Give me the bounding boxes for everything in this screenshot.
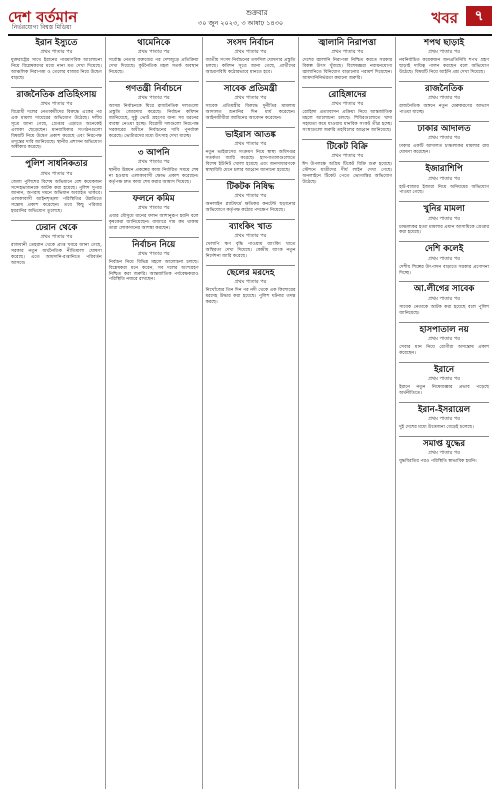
story-divider: [302, 87, 392, 88]
story-byline: প্রথম পাতার পর: [428, 375, 461, 382]
story-divider: [399, 402, 489, 403]
story-body: হাট-বাজার ইজারা নিয়ে অনিয়মের অভিযোগ পাওয়া গেছে।: [399, 184, 489, 196]
story-byline: প্রথম পাতার পর: [234, 95, 267, 102]
story-headline[interactable]: সংসদ নির্বাচন: [227, 38, 274, 48]
story-divider: [206, 179, 296, 180]
story-headline[interactable]: রাজনৈতিক প্রতিহিংসায়: [16, 89, 97, 100]
page-number-badge: ৭: [466, 6, 492, 26]
story-headline[interactable]: রোহিঙ্গাদের: [328, 89, 367, 100]
story-headline[interactable]: হাসপাতাল নয়: [419, 324, 469, 335]
news-story: [302, 91, 392, 134]
story-byline: প্রথম পাতার পর: [234, 49, 267, 56]
story-headline[interactable]: দেশি কলেই: [424, 244, 464, 255]
story-body: এবার মৌসুমে ধানের ফলন আশানুরূপ হয়নি বলে কৃষকেরা জানিয়েছেন। বাজারে দাম কম থাকায় তারা লোকসানের আশঙ্কা করছেন।: [108, 213, 199, 231]
story-byline: প্রথম পাতার পর: [137, 204, 170, 211]
story-divider: [11, 87, 102, 88]
story-byline: প্রথম পাতার পর: [428, 295, 461, 302]
news-story: [302, 143, 392, 186]
story-headline[interactable]: ভাইরাস আতঙ্ক: [225, 129, 276, 140]
news-story: [109, 39, 199, 76]
story-body: নতুন ভাইরাসের সংক্রমণ নিয়ে স্বাস্থ্য অধিদপ্তর সতর্কতা জারি করেছে। হাসপাতালগুলোতে বিশেষ ইউনিট খোলা হয়েছে এবং জনসাধারণকে স্বাস্থ্যবিধি মেনে চলার আহ্বান জানানো হয়েছে।: [205, 150, 296, 173]
news-story: [109, 195, 199, 232]
story-body: নবনির্বাচিত কয়েকজন জনপ্রতিনিধি শপথ গ্রহণ ছাড়াই দায়িত্ব পালন করছেন বলে অভিযোগ উঠেছে। বিষয়টি নিয়ে আইনি প্রশ্ন দেখা দিয়েছে।: [399, 58, 489, 76]
story-divider: [399, 161, 489, 162]
story-headline[interactable]: ইজারাশিপি: [425, 164, 463, 175]
story-divider: [206, 219, 296, 220]
story-byline: প্রথম পাতার পর: [40, 170, 73, 177]
story-divider: [399, 81, 489, 82]
story-body: বিরোধী দলের নেতাকর্মীদের বিরুদ্ধে একের পর এক মামলা দায়েরের অভিযোগ উঠেছে। দলীয় সূত্রে জানা গেছে, গ্রেপ্তার এড়াতে অনেকেই এলাকা ছেড়েছেন। মানবাধিকার সংগঠনগুলো বিষয়টি নিয়ে উদ্বেগ প্রকাশ করেছে এবং নিরপেক্ষ তদন্তের দাবি জানিয়েছে। স্থানীয় প্রশাসন অভিযোগ অস্বীকার করেছে।: [11, 110, 102, 151]
news-story: [399, 39, 489, 76]
story-byline: প্রথম পাতার পর: [40, 49, 73, 56]
story-byline: প্রথম পাতার পর: [428, 175, 461, 182]
story-headline[interactable]: ইরান-ইসরায়েল: [418, 404, 471, 415]
story-headline[interactable]: ঢেরান থেকে: [35, 222, 78, 233]
story-byline: প্রথম পাতার পর: [428, 215, 461, 222]
story-byline: প্রথম পাতার পর: [234, 279, 267, 286]
story-byline: প্রথম পাতার পর: [428, 335, 461, 342]
story-body: সাবেক প্রতিমন্ত্রীর বিরুদ্ধে দুর্নীতির মামলায় আদালত শুনানির দিন ধার্য করেছেন। আইনজীবীরা জামিনের আবেদন করেছেন।: [205, 104, 296, 122]
story-body: অনলাইন প্ল্যাটফর্মে ক্ষতিকর কনটেন্ট ছড়ানোর অভিযোগে কর্তৃপক্ষ কঠোর পদক্ষেপ নিয়েছে।: [205, 202, 296, 213]
story-divider: [206, 81, 296, 82]
story-byline: প্রথম পাতার পর: [331, 49, 364, 56]
story-byline: প্রথম পাতার পর: [40, 101, 73, 108]
story-divider: [302, 139, 392, 140]
story-byline: প্রথম পাতার পর: [428, 49, 461, 56]
story-headline[interactable]: ইরান ইস্যুতে: [35, 38, 78, 48]
story-body: রোহিঙ্গা প্রত্যাবাসন প্রক্রিয়া নিয়ে আন্তর্জাতিক মহলে আলোচনা চলছে। শিবিরগুলোতে খাদ্য সহায়তা কমে যাওয়ায় মানবিক সংকট তীব্র হচ্ছে। সংস্থাগুলো জরুরি তহবিলের আহ্বান জানিয়েছে।: [302, 110, 393, 133]
story-headline[interactable]: পুলিশ সাধনিকতার: [25, 159, 88, 170]
story-body: যুদ্ধবিরতির পরও পরিস্থিতি স্বাভাবিক হয়নি।: [399, 459, 477, 465]
story-headline[interactable]: খুনির মামলা: [423, 204, 465, 215]
story-headline[interactable]: ৩ আপনি: [137, 147, 170, 158]
news-story: [109, 85, 199, 140]
news-story: [399, 440, 489, 465]
story-byline: প্রথম পাতার পর: [40, 234, 73, 241]
story-byline: প্রথম পাতার পর: [234, 141, 267, 148]
story-body: সাবেক নেতাকে আটক করা হয়েছে বলে পুলিশ জানিয়েছে।: [399, 304, 489, 316]
story-body: রাজধানী তেহরান থেকে প্রাপ্ত খবরে জানা গেছে, সরকার নতুন অর্থনৈতিক নীতিমালা ঘোষণা করেছে। এতে আমদানি-রপ্তানিতে পরিবর্তন আসবে।: [11, 243, 102, 266]
story-byline: প্রথম পাতার পর: [428, 416, 461, 423]
story-divider: [109, 145, 199, 146]
story-divider: [399, 322, 489, 323]
news-story: [206, 85, 296, 122]
story-body: জাতীয় সংসদ নির্বাচনের তফসিল ঘোষণার প্রস্তুতি চলছে। কমিশন সূত্রে জানা গেছে, প্রার্থীদের আচরণবিধি কঠোরভাবে মানতে হবে।: [205, 58, 296, 76]
story-body: সর্বোচ্চ নেতার বক্তব্যের পর দেশজুড়ে প্রতিক্রিয়া দেখা দিয়েছে। কূটনৈতিক মহল সতর্ক অবস্থান নিয়েছে।: [108, 58, 199, 76]
story-body: রাজনৈতিক অঙ্গনে নতুন মেরুকরণের আভাস পাওয়া যাচ্ছে।: [399, 104, 489, 116]
story-headline[interactable]: ঢাকার আদালত: [417, 124, 471, 135]
story-headline[interactable]: ইরানে: [434, 364, 455, 375]
story-body: জেলা পুলিশের বিশেষ অভিযানে বেশ কয়েকজন সন্দেহভাজনকে আটক করা হয়েছে। পুলিশ সুপার জানান, অপরাধ দমনে অভিযান অব্যাহত থাকবে। এলাকাবাসী আইনশৃঙ্খলা পরিস্থিতির উন্নতিতে সন্তোষ প্রকাশ করেছেন। তবে কিছু পরিবার হয়রানির অভিযোগ তুলেছে।: [11, 179, 102, 215]
news-story: [206, 39, 296, 76]
story-headline[interactable]: সাবেক প্রতিমন্ত্রী: [223, 83, 278, 94]
story-headline[interactable]: রাজনৈতিক: [425, 83, 464, 94]
news-column-3: [202, 37, 299, 789]
story-headline[interactable]: গণতন্ত্রী নির্বাচনে: [125, 83, 182, 94]
story-headline[interactable]: ছেলের মরদেহ: [226, 267, 275, 278]
news-story: [206, 269, 296, 306]
story-body: দেশের জ্বালানি নিরাপত্তা নিশ্চিত করতে সরকার বিকল্প উৎস খুঁজছে। বিশেষজ্ঞরা নবায়নযোগ্য জ্বালানিতে বিনিয়োগ বাড়ানোর পরামর্শ দিয়েছেন। আমদানিনির্ভরতা কমানো জরুরি।: [302, 58, 393, 81]
story-divider: [399, 281, 489, 282]
story-divider: [109, 81, 199, 82]
news-story: [399, 406, 489, 431]
brand-logo: দেশ বর্তমান: [8, 8, 78, 26]
story-divider: [399, 436, 489, 437]
story-headline[interactable]: জ্বালানি নিরাপত্তা: [318, 38, 377, 48]
section-title: খবর: [431, 9, 458, 27]
story-byline: প্রথম পাতার পর: [331, 101, 364, 108]
issue-day: শুক্রবার: [246, 9, 268, 17]
story-divider: [109, 191, 199, 192]
story-headline[interactable]: টিকটক নিষিদ্ধ: [226, 181, 275, 192]
brand-tagline: নির্ভরযোগ্য বিশ্বস্ত মিডিয়া: [12, 24, 72, 31]
story-byline: প্রথম পাতার পর: [137, 49, 170, 56]
story-body: নির্বাচন নিয়ে বিভিন্ন মহলে আলোচনা চলছে। বিশ্লেষকরা মনে করেন, সব দলের অংশগ্রহণ নিশ্চিত করা জরুরি। আন্তর্জাতিক পর্যবেক্ষকরাও পরিস্থিতি নজরে রাখছেন।: [108, 259, 199, 283]
story-body: সেবার মান নিয়ে রোগীরা অসন্তোষ প্রকাশ করেছেন।: [399, 344, 489, 356]
news-story: [399, 205, 489, 236]
news-story: [399, 366, 489, 397]
story-byline: প্রথম পাতার পর: [428, 255, 461, 262]
story-headline[interactable]: ব্যাংকিং খাত: [229, 221, 272, 232]
story-byline: প্রথম পাতার পর: [137, 250, 170, 257]
story-byline: প্রথম পাতার পর: [428, 95, 461, 102]
story-byline: প্রথম পাতার পর: [428, 135, 461, 142]
news-story: [11, 91, 102, 151]
news-story: [399, 165, 489, 196]
story-body: দুই দেশের মধ্যে উত্তেজনা বেড়েই চলেছে।: [399, 425, 474, 431]
news-column-2: [105, 37, 202, 789]
story-body: ঈদ উপলক্ষে অগ্রিম টিকেট বিক্রি শুরু হয়েছে। স্টেশনে যাত্রীদের দীর্ঘ লাইন দেখা গেছে। অনলাইনে টিকেট পেতে ভোগান্তির অভিযোগ উঠেছে।: [302, 162, 393, 185]
story-headline[interactable]: সমাপ্ত যুদ্ধের: [423, 438, 466, 449]
story-body: নিখোঁজের তিন দিন পর নদী থেকে এক কিশোরের মরদেহ উদ্ধার করা হয়েছে। পুলিশ ঘটনার তদন্ত করছে।: [205, 288, 296, 305]
story-byline: প্রথম পাতার পর: [331, 153, 364, 160]
news-story: [399, 125, 489, 156]
story-body: দেশীয় শিল্পের উৎপাদন বাড়াতে সরকার প্রণোদনা দিচ্ছে।: [399, 264, 489, 276]
news-story: [206, 223, 296, 260]
news-column-4: [298, 37, 395, 789]
story-divider: [206, 127, 296, 128]
news-story: [206, 183, 296, 214]
story-byline: প্রথম পাতার পর: [428, 450, 461, 457]
story-body: খেলাপি ঋণ বৃদ্ধি পাওয়ায় ব্যাংকিং খাতে অস্থিরতা দেখা দিয়েছে। কেন্দ্রীয় ব্যাংক নতুন নির্দেশনা জারি করেছে।: [205, 242, 296, 259]
story-headline[interactable]: শপথ ছাড়াই: [424, 38, 465, 48]
story-divider: [206, 265, 296, 266]
story-body: চাঞ্চল্যকর হত্যা মামলার প্রধান আসামিকে গ্রেপ্তার করা হয়েছে।: [399, 224, 489, 236]
story-divider: [11, 220, 102, 221]
news-story: [109, 241, 199, 284]
issue-date: ৩০ জুন ২০২৩, ৩ আষাঢ় ১৪৩০: [198, 19, 284, 27]
news-column-5: [395, 37, 492, 789]
news-columns: [8, 37, 492, 789]
news-story: [206, 131, 296, 174]
story-divider: [399, 201, 489, 202]
news-story: [11, 39, 102, 82]
story-headline[interactable]: টিকেট বিক্রি: [326, 141, 368, 152]
story-divider: [399, 362, 489, 363]
story-divider: [399, 241, 489, 242]
story-divider: [11, 156, 102, 157]
story-byline: প্রথম পাতার পর: [234, 193, 267, 200]
story-divider: [109, 237, 199, 238]
story-headline[interactable]: নির্বাচন নিয়ে: [132, 239, 176, 250]
news-story: [399, 285, 489, 316]
news-column-1: [8, 37, 105, 789]
story-body: ঢাকার একটি আদালত চাঞ্চল্যকর মামলার রায় ঘোষণা করেছেন।: [399, 144, 489, 156]
story-headline[interactable]: থামেনিকে: [137, 38, 171, 48]
news-story: [399, 85, 489, 116]
news-story: [109, 149, 199, 186]
news-story: [11, 160, 102, 215]
story-byline: প্রথম পাতার পর: [137, 158, 170, 165]
story-headline[interactable]: আ.লীগের সাবেক: [413, 284, 475, 295]
story-body: স্থানীয় উন্নয়ন প্রকল্পের কাজ নির্ধারিত সময়ে শেষ না হওয়ায় এলাকাবাসী ক্ষোভ প্রকাশ করেছেন। কর্তৃপক্ষ দ্রুত কাজ শেষ করার আশ্বাস দিয়েছে।: [108, 167, 199, 185]
story-body: ইরানে নতুন নিষেধাজ্ঞার প্রভাব পড়েছে অর্থনীতিতে।: [399, 384, 489, 396]
news-story: [11, 224, 102, 267]
news-story: [302, 39, 392, 82]
story-headline[interactable]: ফলনে কমিম: [132, 193, 175, 204]
story-body: আসন্ন নির্বাচনকে ঘিরে রাজনৈতিক দলগুলো প্রস্তুতি জোরদার করেছে। নির্বাচন কমিশন জানিয়েছে, সুষ্ঠু ভোট গ্রহণের জন্য সব ধরনের ব্যবস্থা নেওয়া হচ্ছে। বিরোধী দলগুলো নিরপেক্ষ সরকারের অধীনে নির্বাচনের দাবি পুনর্ব্যক্ত করেছে। ভোটারদের মধ্যে উৎসাহ দেখা যাচ্ছে।: [108, 104, 199, 139]
story-byline: প্রথম পাতার পর: [137, 95, 170, 102]
story-byline: প্রথম পাতার পর: [234, 233, 267, 240]
news-story: [399, 326, 489, 357]
masthead: [8, 4, 492, 36]
news-story: [399, 245, 489, 276]
story-divider: [399, 121, 489, 122]
story-body: যুক্তরাষ্ট্রের সাথে ইরানের পারমাণবিক আলোচনা নিয়ে বিশ্লেষকদের মধ্যে নানা মত দেখা দিয়েছে। আঞ্চলিক নিরাপত্তা ও তেলের বাজার নিয়ে উদ্বেগ বাড়ছে।: [11, 58, 102, 81]
